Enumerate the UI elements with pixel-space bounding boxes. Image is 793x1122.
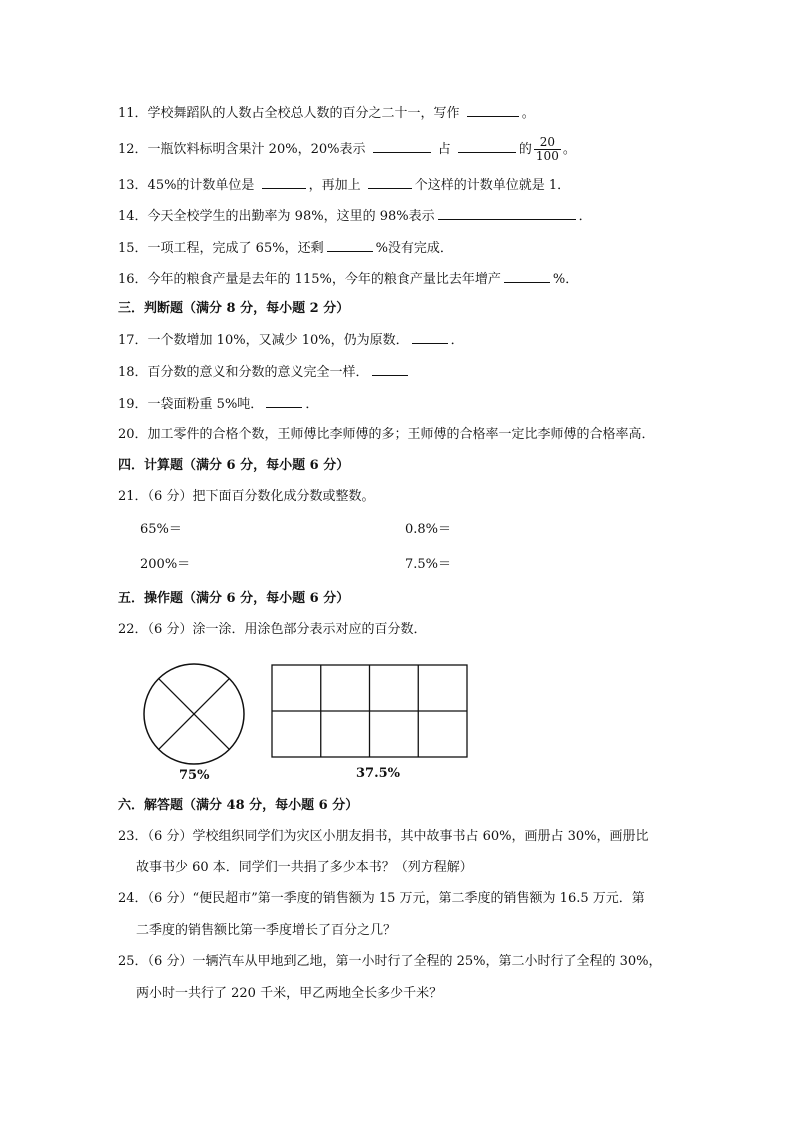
question-12 (118, 136, 576, 163)
section-heading-3: 三．判断题（满分 8 分，每小题 2 分） (118, 301, 350, 316)
calc-expression: 0.8%＝ (405, 522, 452, 537)
question-23-line-2: 故事书少 60 本．同学们一共捐了多少本书？（列方程解） (136, 860, 473, 875)
answer-blank[interactable] (266, 395, 302, 408)
question-18-prefix: 18．百分数的意义和分数的意义完全一样． (118, 365, 369, 380)
question-12-de: 的 (518, 142, 532, 157)
answer-blank[interactable] (458, 140, 516, 153)
question-19 (118, 395, 318, 414)
grid-percent-label: 37.5% (356, 766, 401, 781)
question-11 (118, 104, 535, 123)
circle-percent-label: 75% (179, 768, 210, 783)
question-13-tail: 个这样的计数单位就是 1． (414, 178, 571, 193)
question-11-text: 11．学校舞蹈队的人数占全校总人数的百分之二十一，写作 (118, 106, 460, 121)
circle-figure[interactable] (140, 660, 248, 768)
calc-expression: 7.5%＝ (405, 557, 452, 572)
answer-blank[interactable] (438, 207, 576, 220)
question-13-mid: ，再加上 (308, 178, 361, 193)
fraction-denominator: 100 (535, 149, 559, 163)
question-25-line-1: 25．（6 分）一辆汽车从甲地到乙地，第一小时行了全程的 25%，第二小时行了全程的 30%， (118, 954, 662, 969)
question-18 (118, 363, 411, 382)
answer-blank[interactable] (368, 176, 412, 189)
question-12-prefix: 12．一瓶饮料标明含果汁 20%，20%表示 (118, 142, 366, 157)
question-16-tail: %． (552, 272, 579, 287)
question-16-prefix: 16．今年的粮食产量是去年的 115%，今年的粮食产量比去年增产 (118, 272, 501, 287)
question-15-tail: %没有完成． (375, 241, 453, 256)
question-11-tail: 。 (521, 106, 535, 121)
answer-blank[interactable] (327, 239, 373, 252)
calc-expression: 200%＝ (140, 557, 191, 572)
section-heading-6: 六．解答题（满分 48 分，每小题 6 分） (118, 798, 359, 813)
section-heading-5: 五．操作题（满分 6 分，每小题 6 分） (118, 591, 350, 606)
question-15 (118, 239, 453, 258)
question-22: 22．（6 分）涂一涂．用涂色部分表示对应的百分数． (118, 622, 427, 637)
question-17-tail: ． (450, 333, 464, 348)
calc-expression: 65%＝ (140, 522, 182, 537)
answer-blank[interactable] (372, 363, 408, 376)
question-14-prefix: 14．今天全校学生的出勤率为 98%，这里的 98%表示 (118, 209, 435, 224)
answer-blank[interactable] (504, 270, 550, 283)
section-heading-4: 四．计算题（满分 6 分，每小题 6 分） (118, 458, 350, 473)
question-12-mid: 占 (437, 142, 451, 157)
question-19-tail: ． (305, 397, 319, 412)
question-14 (118, 207, 592, 226)
question-15-prefix: 15．一项工程，完成了 65%，还剩 (118, 241, 324, 256)
question-16 (118, 270, 578, 289)
question-14-tail: ． (578, 209, 592, 224)
answer-blank[interactable] (262, 176, 306, 189)
question-19-prefix: 19．一袋面粉重 5%吨． (118, 397, 264, 412)
question-17 (118, 331, 464, 350)
question-24-line-1: 24．（6 分）“便民超市”第一季度的销售额为 15 万元，第二季度的销售额为 16.5 万元．第 (118, 891, 645, 906)
question-13 (118, 176, 570, 195)
question-21: 21．（6 分）把下面百分数化成分数或整数。 (118, 489, 375, 504)
question-17-prefix: 17．一个数增加 10%，又减少 10%，仍为原数． (118, 333, 409, 348)
answer-blank[interactable] (373, 140, 431, 153)
question-23-line-1: 23．（6 分）学校组织同学们为灾区小朋友捐书，其中故事书占 60%，画册占 30%，画册比 (118, 829, 649, 844)
fraction (534, 136, 561, 163)
question-13-prefix: 13．45%的计数单位是 (118, 178, 255, 193)
grid-figure[interactable] (271, 664, 471, 760)
question-20: 20．加工零件的合格个数，王师傅比李师傅的多；王师傅的合格率一定比李师傅的合格率高． (118, 427, 655, 442)
question-25-line-2: 两小时一共行了 220 千米，甲乙两地全长多少千米？ (136, 986, 443, 1001)
answer-blank[interactable] (467, 104, 519, 117)
answer-blank[interactable] (412, 331, 448, 344)
question-12-tail: 。 (562, 142, 576, 157)
fraction-numerator: 20 (534, 136, 561, 150)
question-24-line-2: 二季度的销售额比第一季度增长了百分之几？ (136, 923, 397, 938)
